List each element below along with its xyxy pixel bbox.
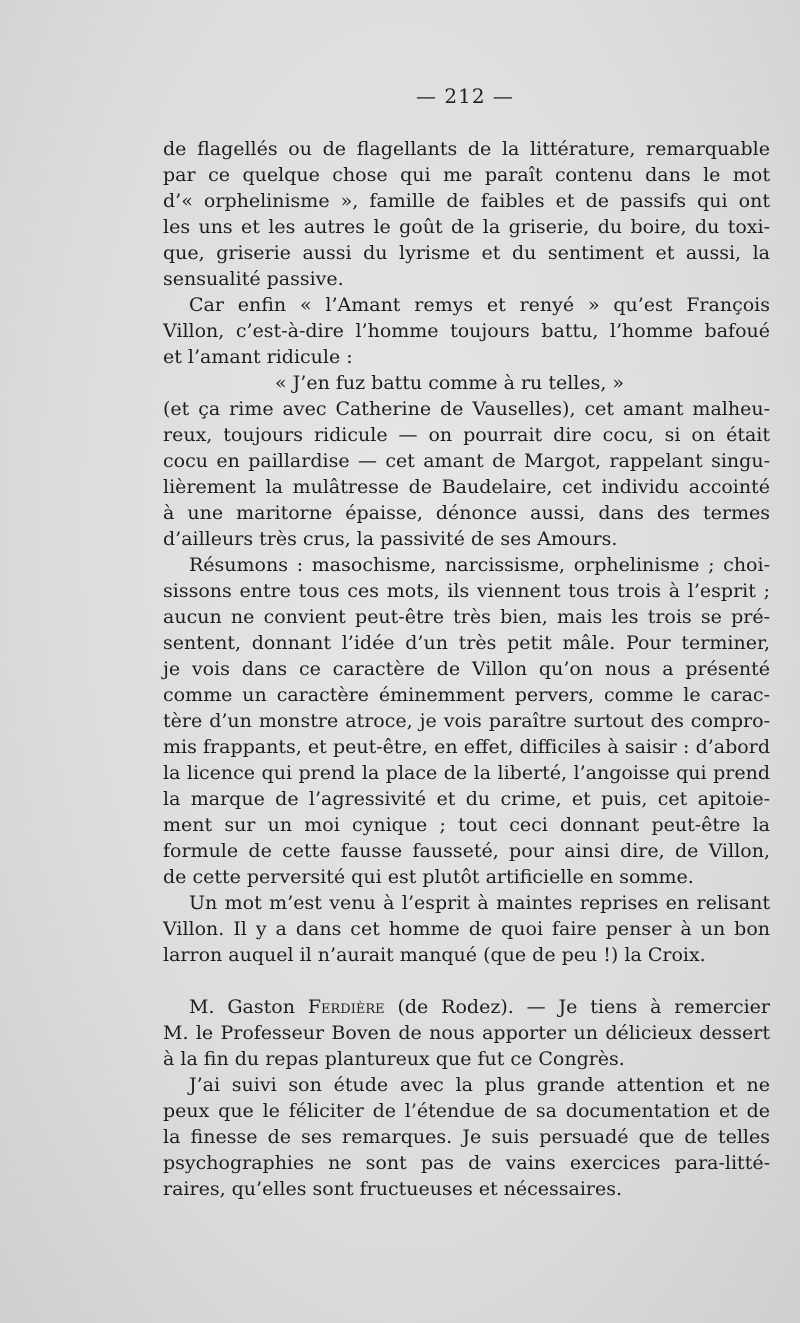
paragraph: [163, 1072, 770, 1202]
text-line: je vois dans ce caractère de Villon qu’on nous a présenté: [163, 658, 770, 680]
text-line: Villon, c’est-à-dire l’homme toujours battu, l’homme bafoué: [163, 320, 770, 342]
paragraph: [163, 890, 770, 968]
text-line: Villon. Il y a dans cet homme de quoi faire penser à un bon: [163, 918, 770, 940]
verse-quotation: [163, 370, 770, 396]
text-line: psychographies ne sont pas de vains exercices para-litté-: [163, 1152, 770, 1174]
text-line: cocu en paillardise — cet amant de Margot, rappelant singu-: [163, 450, 770, 472]
text-line: à la fin du repas plantureux que fut ce Congrès.: [163, 1048, 625, 1070]
text-line: J’ai suivi son étude avec la plus grande attention et ne: [189, 1074, 770, 1096]
text-line: sissons entre tous ces mots, ils viennent tous trois à l’esprit ;: [163, 580, 770, 602]
text-line: que, griserie aussi du lyrisme et du sentiment et aussi, la: [163, 242, 770, 264]
paragraph: [163, 396, 770, 552]
text-line: d’ailleurs très crus, la passivité de ses Amours.: [163, 528, 618, 550]
text-line: sentent, donnant l’idée d’un très petit mâle. Pour terminer,: [163, 632, 770, 654]
speaker-prefix: M. Gaston: [189, 996, 308, 1018]
text-line: Car enfin « l’Amant remys et renyé » qu’est François: [189, 294, 770, 316]
speaker-affiliation: (de Rodez). — Je tiens à remercier: [384, 996, 770, 1018]
text-line: mis frappants, et peut-être, en effet, difficiles à saisir : d’abord: [163, 736, 770, 758]
text-line: larron auquel il n’aurait manqué (que de peu !) la Croix.: [163, 944, 706, 966]
text-line: à une maritorne épaisse, dénonce aussi, dans des termes: [163, 502, 770, 524]
text-line: (et ça rime avec Catherine de Vauselles), cet amant malheu-: [163, 398, 770, 420]
text-line: comme un caractère éminemment pervers, comme le carac-: [163, 684, 770, 706]
section-gap: [163, 968, 770, 994]
verse-line: « J’en fuz battu comme à ru telles, »: [275, 372, 625, 394]
speaker-paragraph: [163, 994, 770, 1072]
text-line: par ce quelque chose qui me paraît contenu dans le mot: [163, 164, 770, 186]
text-line: d’« orphelinisme », famille de faibles et de passifs qui ont: [163, 190, 770, 212]
text-line: sensualité passive.: [163, 268, 344, 290]
page-number: — 212 —: [416, 84, 514, 108]
body-text: [163, 136, 770, 1202]
text-line: la licence qui prend la place de la liberté, l’angoisse qui prend: [163, 762, 770, 784]
text-line: Un mot m’est venu à l’esprit à maintes reprises en relisant: [189, 892, 770, 914]
text-line: peux que le féliciter de l’étendue de sa documentation et de: [163, 1100, 770, 1122]
text-line: de flagellés ou de flagellants de la littérature, remarquable: [163, 138, 770, 160]
text-line: les uns et les autres le goût de la griserie, du boire, du toxi-: [163, 216, 770, 238]
paragraph: [163, 552, 770, 890]
text-line: tère d’un monstre atroce, je vois paraître surtout des compro-: [163, 710, 770, 732]
paragraph: [163, 136, 770, 292]
text-line: la marque de l’agressivité et du crime, et puis, cet apitoie-: [163, 788, 770, 810]
text-line: M. le Professeur Boven de nous apporter un délicieux dessert: [163, 1022, 770, 1044]
speaker-line: [163, 994, 770, 1020]
text-line: et l’amant ridicule :: [163, 346, 353, 368]
text-line: lièrement la mulâtresse de Baudelaire, cet individu accointé: [163, 476, 770, 498]
text-line: ment sur un moi cynique ; tout ceci donnant peut-être la: [163, 814, 770, 836]
paragraph: [163, 292, 770, 370]
text-line: aucun ne convient peut-être très bien, mais les trois se pré-: [163, 606, 770, 628]
text-line: reux, toujours ridicule — on pourrait dire cocu, si on était: [163, 424, 770, 446]
text-line: Résumons : masochisme, narcissisme, orphelinisme ; choi-: [189, 554, 770, 576]
text-line: formule de cette fausse fausseté, pour ainsi dire, de Villon,: [163, 840, 770, 862]
text-line: la finesse de ses remarques. Je suis persuadé que de telles: [163, 1126, 770, 1148]
speaker-name: Ferdière: [307, 996, 385, 1018]
text-line: raires, qu’elles sont fructueuses et nécessaires.: [163, 1178, 623, 1200]
text-line: de cette perversité qui est plutôt artificielle en somme.: [163, 866, 694, 888]
